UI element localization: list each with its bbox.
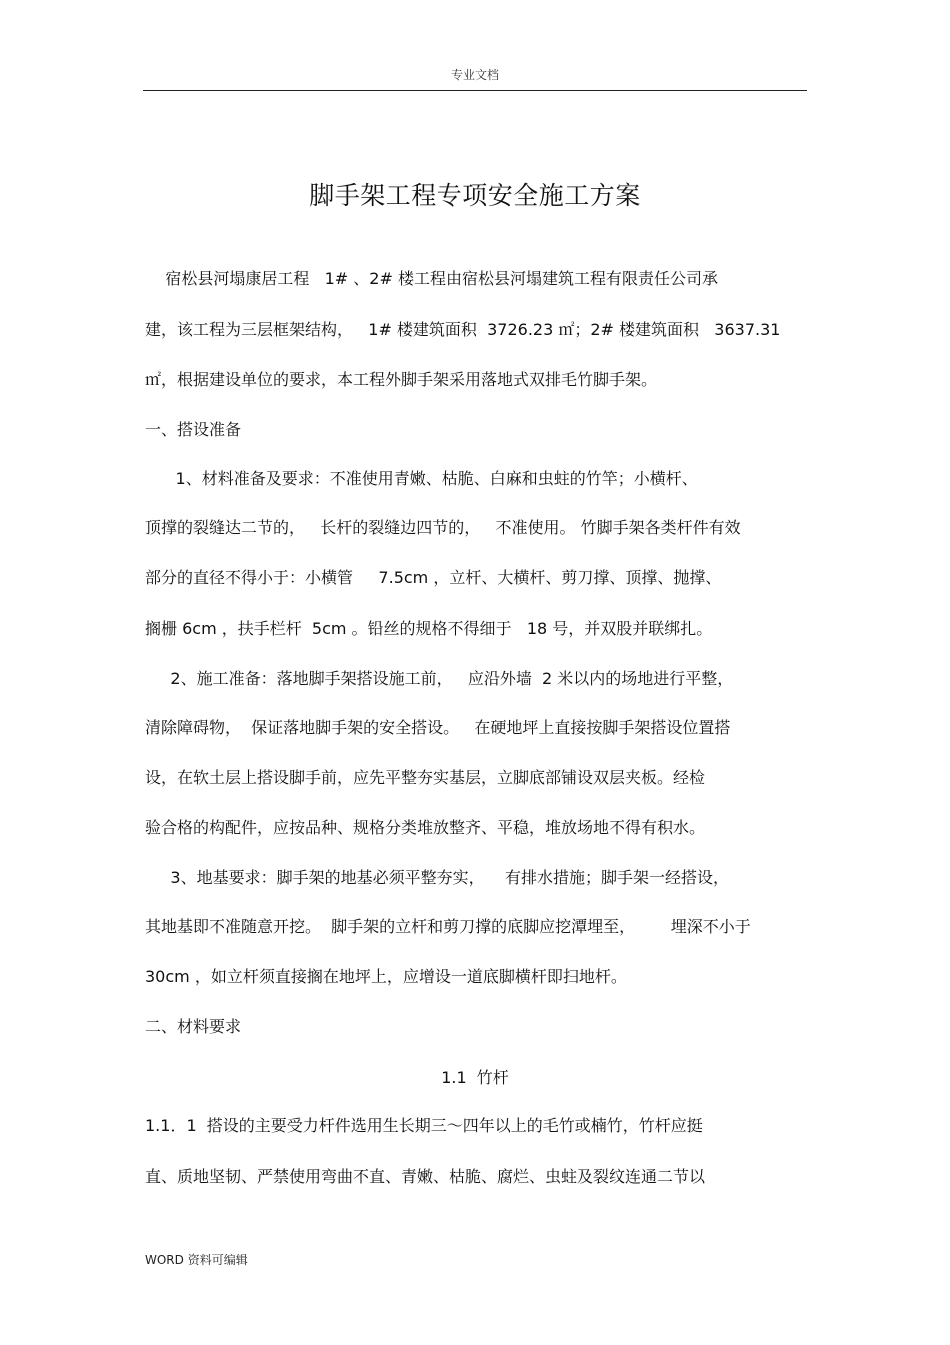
subsection-heading: 1.1 竹杆 bbox=[441, 1068, 509, 1087]
paragraph-line: 30cm ，如立杆须直接搁在地坪上，应增设一道底脚横杆即扫地杆。 bbox=[145, 967, 627, 986]
document-title: 脚手架工程专项安全施工方案 bbox=[309, 181, 641, 210]
section-heading: 一、搭设准备 bbox=[145, 420, 242, 439]
paragraph-line: 设，在软土层上搭设脚手前，应先平整夯实基层，立脚底部铺设双层夹板。经检 bbox=[145, 768, 706, 787]
paragraph-line: 验合格的构配件，应按品种、规格分类堆放整齐、平稳，堆放场地不得有积水。 bbox=[145, 818, 706, 837]
section-heading: 二、材料要求 bbox=[145, 1017, 242, 1036]
paragraph-line: 清除障碍物， 保证落地脚手架的安全搭设。 在硬地坪上直接按脚手架搭设位置搭 bbox=[145, 718, 731, 737]
paragraph-line: 1.1．1 搭设的主要受力杆件选用生长期三～四年以上的毛竹或楠竹，竹杆应挺 bbox=[145, 1116, 703, 1135]
paragraph-line: 搁栅 6cm ，扶手栏杆 5cm 。铅丝的规格不得细于 18 号，并双股并联绑扎。 bbox=[145, 619, 713, 638]
page-header-text: 专业文档 bbox=[450, 68, 499, 82]
page-footer-text: WORD 资料可编辑 bbox=[145, 1253, 248, 1267]
paragraph-line: 1、材料准备及要求：不准使用青嫩、枯脆、白麻和虫蛀的竹竿；小横杆、 bbox=[145, 469, 698, 488]
paragraph-line: 宿松县河塌康居工程 1# 、2# 楼工程由宿松县河塌建筑工程有限责任公司承 bbox=[145, 269, 718, 288]
paragraph-line: 2、施工准备：落地脚手架搭设施工前， 应沿外墙 2 米以内的场地进行平整， bbox=[145, 669, 734, 688]
paragraph-line: 直、质地坚韧、严禁使用弯曲不直、青嫩、枯脆、腐烂、虫蛀及裂纹连通二节以 bbox=[145, 1167, 706, 1186]
paragraph-line: 其地基即不准随意开挖。 脚手架的立杆和剪刀撑的底脚应挖潭埋至， 埋深不小于 bbox=[145, 917, 751, 936]
paragraph-line: 顶撑的裂缝达二节的， 长杆的裂缝边四节的， 不准使用。 竹脚手架各类杆件有效 bbox=[145, 518, 741, 537]
paragraph-line: 部分的直径不得小于：小横管 7.5cm ，立杆、大横杆、剪刀撑、顶撑、抛撑、 bbox=[145, 568, 722, 587]
paragraph-line: ㎡，根据建设单位的要求，本工程外脚手架采用落地式双排毛竹脚手架。 bbox=[145, 370, 658, 389]
header-rule bbox=[143, 90, 807, 91]
paragraph-line: 建，该工程为三层框架结构， 1# 楼建筑面积 3726.23 ㎡；2# 楼建筑面积 3637.31 bbox=[145, 320, 781, 339]
paragraph-line: 3、地基要求：脚手架的地基必须平整夯实， 有排水措施；脚手架一经搭设， bbox=[145, 868, 729, 887]
